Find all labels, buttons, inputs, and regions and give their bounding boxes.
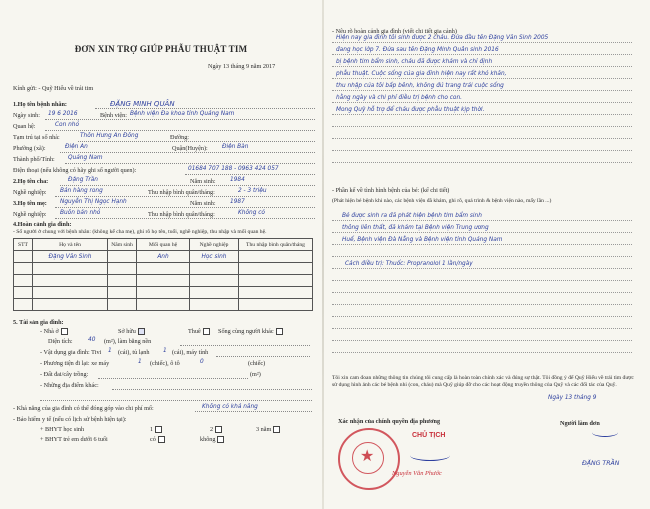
housing-section: 5. Tài sản gia đình: — [13, 319, 64, 326]
own-checkbox[interactable] — [61, 328, 68, 335]
motorbike-count: 1 — [138, 359, 142, 365]
seal-star-icon: ★ — [360, 448, 375, 465]
sign-date: Ngày 13 tháng 9 — [548, 395, 597, 401]
situation-line: thu nhập của tôi bấp bênh, không đủ trang trải cuộc sống — [336, 83, 504, 89]
official-signature — [410, 450, 450, 461]
stamp-title: CHỦ TỊCH — [412, 432, 446, 439]
disease-label: - Phần kể về tình hình bệnh của bé: (kể chi tiết) — [332, 187, 450, 194]
situation-line: bị bệnh tim bẩm sinh, cháu đã được khám và chỉ định — [336, 59, 493, 65]
bhyt-student: + BHYT học sinh — [40, 426, 85, 433]
commitment-text: Tôi xin cam đoan những thông tin chúng tôi cung cấp là hoàn toàn chính xác và đúng sự thật. Tôi đồng ý để Quỹ Hiểu về trái tim được sử dụng hình ảnh các bé bệnh nhi (con, cháu) mà Quỹ giúp đỡ cho các hoạt động truyền thông của Quỹ và các đối tác của Quỹ. — [332, 375, 634, 388]
mother-job-label: Nghề nghiệp: — [13, 211, 47, 218]
applicant-signature — [592, 428, 618, 437]
bhyt2-checkbox[interactable] — [215, 426, 222, 433]
applicant-name: ĐẶNG TRẦN — [582, 460, 620, 467]
situation-line: hằng ngày và chi phí điều trị bệnh cho con. — [336, 95, 462, 101]
situation-line: Mong Quỹ hỗ trợ để cháu được phẫu thuật kịp thời. — [336, 107, 485, 113]
col-income: Thu nhập bình quân/tháng — [239, 239, 313, 251]
tv-count: 1 — [108, 348, 112, 354]
contrib-label: - Khả năng của gia đình có thể đóng góp vào chi phí mổ: — [13, 405, 154, 412]
ward-label: Phường (xã): — [13, 145, 46, 152]
mother-income: Không có — [238, 210, 265, 216]
situation-line: đang học lớp 7. Đứa sau tên Đặng Minh Quân sinh 2016 — [336, 47, 499, 53]
area-value: 40 — [88, 337, 96, 343]
area-unit: (m²), làm bằng nền — [104, 338, 152, 345]
other-checkbox[interactable] — [276, 328, 283, 335]
situation-line: Hiện nay gia đình tôi sinh được 2 cháu. Đứa đầu tên Đặng Văn Sinh 2005 — [336, 35, 549, 41]
col-stt: STT — [14, 239, 33, 251]
patient-name: ĐẶNG MINH QUÂN — [110, 100, 175, 108]
child-yes: có — [150, 436, 165, 443]
disease-line: Huế, Bệnh viện Đà Nẵng và Bệnh viện tỉnh Quảng Nam — [342, 237, 503, 243]
cell-job: Học sinh — [190, 251, 239, 263]
table-row — [14, 299, 313, 311]
father-name: Đặng Trần — [68, 177, 98, 183]
form-title: ĐƠN XIN TRỢ GIÚP PHẪU THUẬT TIM — [74, 44, 248, 54]
contrib-value: Không có khả năng — [202, 404, 258, 410]
other-option: Sống cùng người khác — [218, 328, 283, 335]
mother-year-label: Năm sinh: — [190, 200, 216, 207]
area-label: Diện tích: — [48, 338, 73, 345]
disease-line: Bé được sinh ra đã phát hiện bệnh tim bẩm sinh — [342, 213, 482, 219]
car-count: 0 — [200, 359, 204, 365]
bhyt-opt2: 2 — [210, 426, 222, 433]
mother-year: 1987 — [230, 199, 245, 205]
ward-value: Điện An — [65, 144, 88, 150]
city-label: Thành phố/Tỉnh: — [13, 156, 55, 163]
disease-line: Cách điều trị: Thuốc: Propranolol 1 lần/ngày — [345, 261, 473, 267]
phone-label: Điện thoại (nếu không có hãy ghi số người quen): — [13, 167, 137, 174]
col-job: Nghề nghiệp — [190, 239, 239, 251]
father-job-label: Nghề nghiệp: — [13, 189, 47, 196]
form-date: Ngày 13 tháng 9 năm 2017 — [208, 63, 276, 70]
cell-year — [108, 251, 137, 263]
situation-line: phẫu thuật. Cuộc sống của gia đình hiện nay rất khó khăn, — [336, 71, 507, 77]
mother-name: Nguyễn Thị Ngọc Hạnh — [60, 199, 127, 205]
vehicle-label: - Phương tiện đi lại: xe máy — [40, 360, 110, 367]
relation-label: Quan hệ: — [13, 123, 36, 130]
fridge-count: 1 — [163, 348, 167, 354]
mother-income-label: Thu nhập bình quân/tháng: — [148, 211, 215, 218]
street-label: Đường: — [170, 134, 190, 141]
bhyt3-checkbox[interactable] — [273, 426, 280, 433]
land-unit: (m²) — [250, 371, 261, 378]
col-year: Năm sinh — [108, 239, 137, 251]
patient-section: 1.Họ tên bệnh nhân: — [13, 101, 67, 108]
authority-label: Xác nhận của chính quyền địa phương — [338, 418, 441, 425]
mother-section: 3.Họ tên mẹ: — [13, 200, 47, 207]
bhyt-opt1: 1 — [150, 426, 162, 433]
disease-line: thông liên thất, đã khám tại Bệnh viện Trung ương — [342, 225, 489, 231]
land-label: - Đất đai/cây trồng: — [40, 371, 89, 378]
phone-value: 01684 707 188 - 0963 424 057 — [188, 166, 279, 172]
relation-value: Con nhỏ — [55, 122, 80, 128]
father-job: Bán hàng rong — [60, 188, 103, 194]
insurance-label: - Bảo hiểm y tế (nếu có lịch sử bệnh hiện tại): — [13, 416, 127, 423]
rent-checkbox[interactable] — [203, 328, 210, 335]
dob-value: 19 6 2016 — [48, 111, 78, 117]
table-row — [14, 275, 313, 287]
page-fold — [322, 0, 324, 509]
father-year: 1984 — [230, 177, 245, 183]
car-unit: (chiếc) — [248, 360, 266, 367]
bhyt-opt3: 3 năm — [256, 426, 280, 433]
official-name: Nguyễn Văn Phước — [392, 470, 442, 477]
fridge-label: (cái), tủ lạnh — [118, 349, 150, 356]
col-name: Họ và tên — [33, 239, 108, 251]
child-no-checkbox[interactable] — [217, 436, 224, 443]
city-value: Quảng Nam — [68, 155, 103, 161]
applicant-label: Người làm đơn — [560, 420, 600, 427]
hospital-value: Bệnh viện Đa khoa tỉnh Quảng Nam — [130, 111, 235, 117]
disease-note: (Phát hiện bé bệnh khi nào, các bệnh viện đã khám, ghi rõ, quá trình & bệnh viện nào, mấy lần ...) — [332, 198, 552, 204]
family-section: 4.Hoàn cảnh gia đình: — [13, 221, 72, 228]
tv-label: - Vật dụng gia đình: Tivi — [40, 349, 102, 356]
district-label: Quận(Huyện): — [172, 145, 208, 152]
places-label: - Những địa điểm khác: — [40, 382, 99, 389]
own-option: Sở hữu — [118, 328, 145, 335]
bhyt1-checkbox[interactable] — [155, 426, 162, 433]
father-income-label: Thu nhập bình quân/tháng: — [148, 189, 215, 196]
address-label: Tạm trú tại số nhà: — [13, 134, 60, 141]
cell-stt — [14, 251, 33, 263]
family-note: - Số người ở chung với bệnh nhân: (không kể cha mẹ), ghi rõ họ tên, tuổi, nghề nghiệp, thu nhập và mối quan hệ. — [13, 229, 267, 235]
district-value: Điện Bàn — [222, 144, 249, 150]
father-section: 2.Họ tên cha: — [13, 178, 49, 185]
hospital-label: Bệnh viện: — [100, 112, 127, 119]
child-no: không — [200, 436, 224, 443]
col-relation: Mối quan hệ — [137, 239, 190, 251]
mother-job: Buôn bán nhỏ — [60, 210, 101, 216]
pc-label: (cái), máy tính — [172, 349, 209, 356]
table-row — [14, 263, 313, 275]
child-yes-checkbox[interactable] — [158, 436, 165, 443]
table-row — [14, 251, 313, 263]
bhyt-child: + BHYT trẻ em dưới 6 tuổi — [40, 436, 108, 443]
cell-relation: Anh — [137, 251, 190, 263]
own-label: - Nhà ở — [40, 328, 68, 335]
cell-name: Đặng Văn Sinh — [33, 251, 108, 263]
address-value: Thôn Hưng An Đông — [80, 133, 139, 139]
rent-option: Thuê — [188, 328, 210, 335]
dob-label: Ngày sinh: — [13, 112, 40, 119]
recipient: Kính gửi: - Quỹ Hiểu về trái tim — [13, 85, 94, 92]
cell-income — [239, 251, 313, 263]
father-year-label: Năm sinh: — [190, 178, 216, 185]
family-table — [13, 238, 313, 311]
table-row — [14, 287, 313, 299]
sohuu-checkbox[interactable] — [138, 328, 145, 335]
table-header-row — [14, 239, 313, 251]
father-income: 2 - 3 triệu — [238, 188, 267, 194]
vehicle-unit: (chiếc), ô tô — [150, 360, 180, 367]
situation-label: - Nêu rõ hoàn cảnh gia đình (viết chi tiết gia cảnh) — [332, 28, 457, 35]
